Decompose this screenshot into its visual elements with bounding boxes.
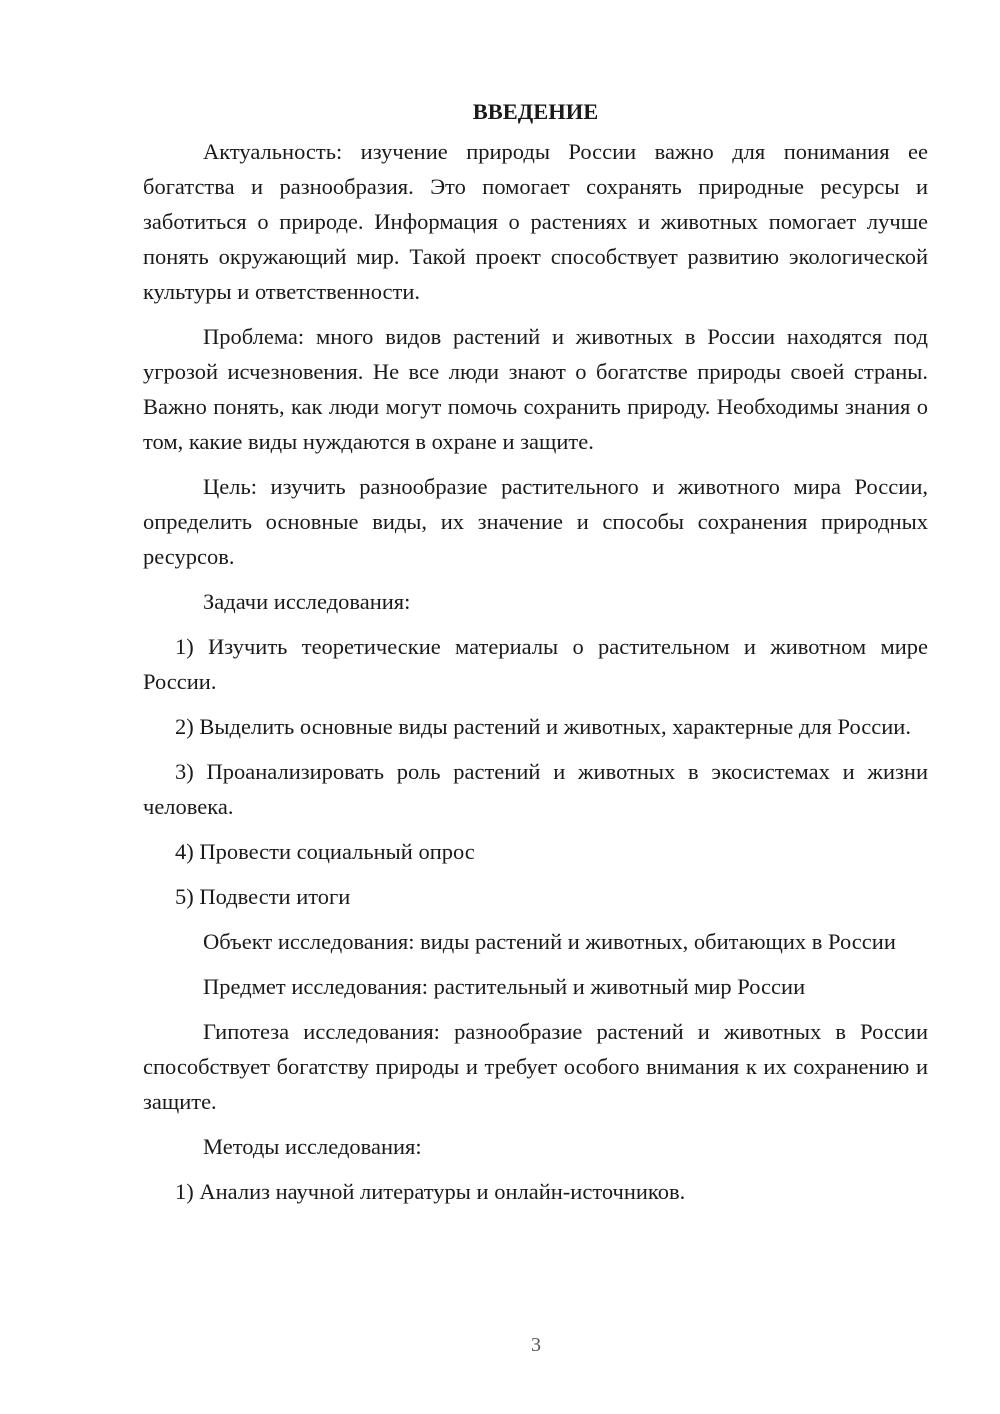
task-item-1: 1) Изучить теоретические материалы о растительном и животном мире России. (143, 634, 928, 694)
task-item-5: 5) Подвести итоги (175, 884, 351, 909)
method-item-1: 1) Анализ научной литературы и онлайн-источников. (175, 1179, 686, 1204)
task-item-4: 4) Провести социальный опрос (175, 839, 475, 864)
subject-paragraph: Предмет исследования: растительный и животный мир России (203, 974, 806, 999)
object-paragraph: Объект исследования: виды растений и животных, обитающих в России (203, 929, 896, 954)
relevance-paragraph: Актуальность: изучение природы России важно для понимания ее богатства и разнообразия. Это помогает сохранять природные ресурсы и заботиться о природе. Информация о растениях и животных помогает лучше понять окружающий мир. Такой проект способствует развитию экологической культуры и ответственности. (143, 139, 928, 304)
task-item-2: 2) Выделить основные виды растений и животных, характерные для России. (175, 714, 911, 739)
document-page (143, 94, 928, 1219)
tasks-heading: Задачи исследования: (203, 589, 411, 614)
methods-heading: Методы исследования: (203, 1134, 422, 1159)
goal-paragraph: Цель: изучить разнообразие растительного и животного мира России, определить основные виды, их значение и способы сохранения природных ресурсов. (143, 474, 928, 569)
section-title: ВВЕДЕНИЕ (472, 99, 599, 124)
hypothesis-paragraph: Гипотеза исследования: разнообразие растений и животных в России способствует богатству природы и требует особого внимания к их сохранению и защите. (143, 1019, 928, 1114)
task-item-3: 3) Проанализировать роль растений и животных в экосистемах и жизни человека. (143, 759, 928, 819)
page-number: 3 (531, 1334, 541, 1356)
problem-paragraph: Проблема: много видов растений и животных в России находятся под угрозой исчезновения. Не все люди знают о богатстве природы своей страны. Важно понять, как люди могут помочь сохранить природу. Необходимы знания о том, какие виды нуждаются в охране и защите. (143, 324, 928, 454)
